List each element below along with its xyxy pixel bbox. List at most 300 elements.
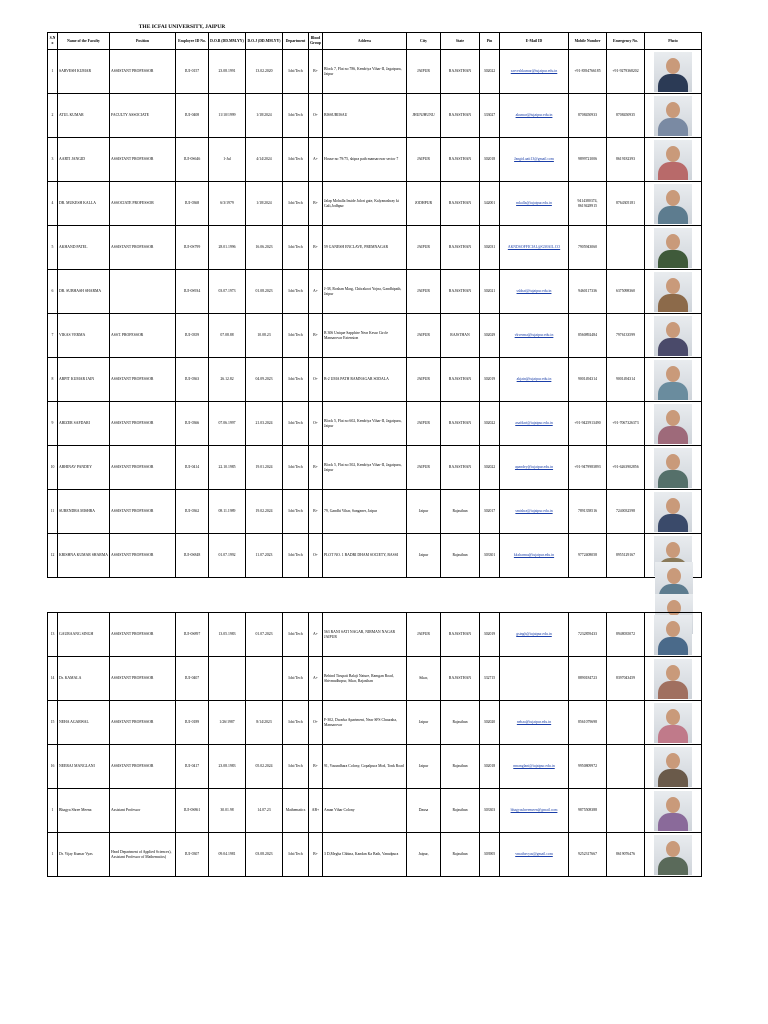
cell-dob: 26.12.82 bbox=[209, 358, 246, 402]
table-header bbox=[48, 33, 702, 50]
cell-position: FACULTY ASSOCIATE bbox=[110, 94, 176, 138]
faculty-photo bbox=[654, 492, 692, 532]
cell-pin: 302022 bbox=[480, 50, 500, 94]
cell-emergency: 8955129167 bbox=[607, 534, 645, 578]
cell-name: Dr. Vijay Kumar Vyas bbox=[58, 833, 110, 877]
cell-dob bbox=[209, 657, 246, 701]
cell-pin: 302019 bbox=[480, 613, 500, 657]
cell-city: Dausa bbox=[407, 789, 441, 833]
cell-dob: 11/10/1999 bbox=[209, 94, 246, 138]
cell-pin: 333027 bbox=[480, 94, 500, 138]
cell-emergency bbox=[607, 745, 645, 789]
cell-doj: 8/14/2023 bbox=[246, 701, 283, 745]
faculty-photo bbox=[654, 96, 692, 136]
faculty-photo bbox=[654, 228, 692, 268]
cell-city: Jaipur bbox=[407, 745, 441, 789]
faculty-photo bbox=[654, 360, 692, 400]
cell-sno: 11 bbox=[48, 490, 58, 534]
cell-state: RAJASTHAN bbox=[441, 226, 480, 270]
cell-photo bbox=[645, 314, 702, 358]
header-cell: State bbox=[441, 33, 480, 50]
table-row bbox=[48, 745, 702, 789]
cell-city: JAIPUR bbox=[407, 613, 441, 657]
cell-email[interactable]: mkalla@iujaipur.edu.in bbox=[500, 182, 569, 226]
cell-emp: IUJ-0417 bbox=[176, 745, 209, 789]
cell-address: 79, Gandhi Vihar, Sanganer, Jaipur bbox=[323, 490, 407, 534]
cell-address: 3 D,Megha Chhina, Kandan Ka Bath, Vanadpura bbox=[323, 833, 407, 877]
cell-pin: 342001 bbox=[480, 182, 500, 226]
faculty-photo bbox=[654, 316, 692, 356]
cell-photo bbox=[645, 270, 702, 314]
cell-emp: IUJ-0157 bbox=[176, 50, 209, 94]
cell-address: B-2 UMA PATH RAMNAGAR SODALA bbox=[323, 358, 407, 402]
cell-address: Behind Tirupati Balaji Nature, Ramgan Road, Shivmadhopur, Sikar, Rajasthan bbox=[323, 657, 407, 701]
table-row bbox=[48, 789, 702, 833]
cell-position: Assistant Professor bbox=[110, 789, 176, 833]
faculty-photo bbox=[654, 703, 692, 743]
header-cell: S.No bbox=[48, 33, 58, 50]
cell-emp: IUJ-0414 bbox=[176, 446, 209, 490]
sheet-title: THE ICFAI UNIVERSITY, JAIPUR bbox=[138, 24, 226, 30]
cell-city: Jaipur bbox=[407, 534, 441, 578]
cell-pin: 303303 bbox=[480, 789, 500, 833]
cell-mobile: 7891358516 bbox=[569, 490, 607, 534]
cell-doj: 16.06.2023 bbox=[246, 226, 283, 270]
cell-name: SURENDRA MISHRA bbox=[58, 490, 110, 534]
cell-sno: 15 bbox=[48, 701, 58, 745]
faculty-photo bbox=[654, 448, 692, 488]
cell-emergency: 8708450935 bbox=[607, 94, 645, 138]
cell-address: Block 7, Flat no 786, Kendriya Vihar-II, Jagatpura, Jaipur bbox=[323, 50, 407, 94]
cell-pin: 302018 bbox=[480, 138, 500, 182]
cell-email[interactable]: AKNDSOFFICIAL@GMAIL.CO bbox=[500, 226, 569, 270]
cell-blood: O+ bbox=[309, 94, 323, 138]
cell-city: JHUNJHUNU bbox=[407, 94, 441, 138]
cell-emergency: 8948035072 bbox=[607, 613, 645, 657]
cell-sno: 8 bbox=[48, 358, 58, 402]
cell-dob: 01.07.1992 bbox=[209, 534, 246, 578]
cell-position: ASSOCIATE PROFESSOR bbox=[110, 182, 176, 226]
cell-dob: 23.08.1983 bbox=[209, 745, 246, 789]
cell-name: ATUL KUMAR bbox=[58, 94, 110, 138]
cell-city: Jaipur, bbox=[407, 833, 441, 877]
cell-emp: IUJ-0S848 bbox=[176, 534, 209, 578]
cell-pin: 332715 bbox=[480, 657, 500, 701]
cell-dob: 09.04.1981 bbox=[209, 833, 246, 877]
table-row bbox=[48, 138, 702, 182]
cell-emergency: 8764305181 bbox=[607, 182, 645, 226]
cell-emergency: 8619182393 bbox=[607, 138, 645, 182]
cell-pin: 302029 bbox=[480, 314, 500, 358]
cell-position: ASSISTANT PROFESSOR bbox=[110, 50, 176, 94]
cell-doj: 1/18/2024 bbox=[246, 182, 283, 226]
cell-mobile: 8890184723 bbox=[569, 657, 607, 701]
cell-dob: 07.08.88 bbox=[209, 314, 246, 358]
cell-doj: 4/14/2024 bbox=[246, 138, 283, 182]
cell-dept: Ichi/Tech bbox=[283, 490, 309, 534]
cell-emp: IUJ-0S799 bbox=[176, 226, 209, 270]
cell-dept: Ichi/Tech bbox=[283, 833, 309, 877]
cell-emp: IUJ-0S934 bbox=[176, 270, 209, 314]
cell-email[interactable]: Jangid.aati13@gmail.com bbox=[500, 138, 569, 182]
header-cell: Pin bbox=[480, 33, 500, 50]
cell-doj: 19.02.2024 bbox=[246, 490, 283, 534]
cell-dept: Ichi/Tech bbox=[283, 138, 309, 182]
cell-dept: Ichi/Tech bbox=[283, 402, 309, 446]
cell-photo bbox=[645, 226, 702, 270]
cell-address: PLOT NO. 1 BADRI DHAM SOCIETY, BASSI bbox=[323, 534, 407, 578]
cell-sno: 2 bbox=[48, 94, 58, 138]
cell-email[interactable]: vmathsvyas@gmail.com bbox=[500, 833, 569, 877]
cell-position: ASSISTANT PROFESSOR bbox=[110, 358, 176, 402]
cell-name: Bhagya Shree Meena bbox=[58, 789, 110, 833]
table-row bbox=[48, 490, 702, 534]
cell-dept: Ichi/Tech bbox=[283, 358, 309, 402]
cell-blood: B+ bbox=[309, 50, 323, 94]
table-row bbox=[48, 270, 702, 314]
cell-blood: O+ bbox=[309, 534, 323, 578]
cell-city: JAIPUR bbox=[407, 270, 441, 314]
cell-photo bbox=[645, 138, 702, 182]
cell-pin: 303301 bbox=[480, 534, 500, 578]
cell-name: ABHINAV PANDEY bbox=[58, 446, 110, 490]
cell-emergency: +91-9279368202 bbox=[607, 50, 645, 94]
cell-doj: 04.09.2023 bbox=[246, 358, 283, 402]
cell-pin: 302017 bbox=[480, 490, 500, 534]
cell-state: RAJASTHAN bbox=[441, 402, 480, 446]
cell-dept: Ichi/Tech bbox=[283, 50, 309, 94]
cell-blood: O+ bbox=[309, 402, 323, 446]
cell-mobile: +91-8394766185 bbox=[569, 50, 607, 94]
cell-position: ASSISTANT PROFESSOR bbox=[110, 138, 176, 182]
faculty-photo bbox=[654, 747, 692, 787]
cell-city: JAIPUR bbox=[407, 226, 441, 270]
cell-address: F-302, Dwarka Apartment, Near SFS Chauraha, Mansarovar bbox=[323, 701, 407, 745]
cell-address: Aman Vihar Colony bbox=[323, 789, 407, 833]
cell-mobile: 9875508388 bbox=[569, 789, 607, 833]
cell-doj: 01.07.2023 bbox=[246, 613, 283, 657]
cell-emergency: 9001494314 bbox=[607, 358, 645, 402]
cell-dob: 08.11.1989 bbox=[209, 490, 246, 534]
header-cell: City bbox=[407, 33, 441, 50]
faculty-photo bbox=[654, 52, 692, 92]
cell-sno: 5 bbox=[48, 226, 58, 270]
cell-name: NEHA AGARWAL bbox=[58, 701, 110, 745]
faculty-table bbox=[47, 32, 702, 578]
faculty-photo bbox=[654, 659, 692, 699]
cell-mobile: 9252317667 bbox=[569, 833, 607, 877]
cell-emp: IUJ-0S861 bbox=[176, 789, 209, 833]
cell-sno: 16 bbox=[48, 745, 58, 789]
cell-state: Rajasthan bbox=[441, 490, 480, 534]
cell-dept: Ichi/Tech bbox=[283, 701, 309, 745]
header-cell: D.O.J (DD.MM.YY) bbox=[246, 33, 283, 50]
cell-photo bbox=[645, 402, 702, 446]
cell-dept: Ichi/Tech bbox=[283, 613, 309, 657]
cell-emergency bbox=[607, 789, 645, 833]
cell-doj: 13.02.2020 bbox=[246, 50, 283, 94]
cell-blood: B+ bbox=[309, 226, 323, 270]
cell-position: ASSISTANT PROFESSOR bbox=[110, 657, 176, 701]
cell-emergency: 7976133599 bbox=[607, 314, 645, 358]
table-row bbox=[48, 534, 702, 578]
cell-name: AARTI JANGID bbox=[58, 138, 110, 182]
cell-email[interactable]: asafdari@iujaipur.edu.in bbox=[500, 402, 569, 446]
cell-city: JAIPUR bbox=[407, 358, 441, 402]
cell-emp: IUJ-0S897 bbox=[176, 613, 209, 657]
cell-pin: 302020 bbox=[480, 701, 500, 745]
cell-dob: 1-Jul bbox=[209, 138, 246, 182]
cell-state: RAJASTHAN bbox=[441, 657, 480, 701]
cell-doj: 11.07.2023 bbox=[246, 534, 283, 578]
cell-blood: B+ bbox=[309, 314, 323, 358]
faculty-photo bbox=[654, 791, 692, 831]
cell-state: RAJASTHAN bbox=[441, 50, 480, 94]
cell-blood: B+ bbox=[309, 745, 323, 789]
table-row bbox=[48, 701, 702, 745]
faculty-photo bbox=[654, 184, 692, 224]
cell-emp: IUJ-0407 bbox=[176, 657, 209, 701]
cell-state: RAJASTHAN bbox=[441, 182, 480, 226]
header-cell: Address bbox=[323, 33, 407, 50]
cell-state: RAJASTHAN bbox=[441, 94, 480, 138]
cell-photo bbox=[645, 50, 702, 94]
faculty-photo bbox=[654, 835, 692, 875]
table-row bbox=[48, 94, 702, 138]
cell-doj: 1/18/2024 bbox=[246, 94, 283, 138]
cell-emergency bbox=[607, 226, 645, 270]
cell-dept: Ichi/Tech bbox=[283, 314, 309, 358]
cell-emp: IUJ-0189 bbox=[176, 701, 209, 745]
cell-email bbox=[500, 657, 569, 701]
cell-city: JAIPUR bbox=[407, 50, 441, 94]
cell-mobile: 7232859433 bbox=[569, 613, 607, 657]
faculty-photo bbox=[654, 404, 692, 444]
cell-mobile: 8708450933 bbox=[569, 94, 607, 138]
cell-dept: Ichi/Tech bbox=[283, 226, 309, 270]
cell-sno: 13 bbox=[48, 613, 58, 657]
cell-blood: A+ bbox=[309, 138, 323, 182]
cell-email[interactable]: sarveshkumar@iujaipur.edu.in bbox=[500, 50, 569, 94]
cell-state: RAJASTHAN bbox=[441, 270, 480, 314]
cell-position bbox=[110, 270, 176, 314]
cell-dob: 07.06.1997 bbox=[209, 402, 246, 446]
cell-mobile: 7905943060 bbox=[569, 226, 607, 270]
cell-position: ASSISTANT PROFESSOR bbox=[110, 446, 176, 490]
cell-emp: IUJ-0307 bbox=[176, 833, 209, 877]
cell-email[interactable]: gsingh@iujaipur.edu.in bbox=[500, 613, 569, 657]
cell-name: NEERAJ MANGLANI bbox=[58, 745, 110, 789]
cell-dob: 1/26/1987 bbox=[209, 701, 246, 745]
cell-email[interactable]: kksharma@iujaipur.edu.in bbox=[500, 534, 569, 578]
cell-dept: Ichi/Tech bbox=[283, 446, 309, 490]
header-cell: E-Mail ID bbox=[500, 33, 569, 50]
cell-state: RAJASTHAN bbox=[441, 138, 480, 182]
cell-blood: A+ bbox=[309, 657, 323, 701]
cell-blood: A+ bbox=[309, 270, 323, 314]
cell-pin: 302021 bbox=[480, 270, 500, 314]
cell-photo bbox=[645, 613, 702, 657]
cell-emergency: +91-6263902856 bbox=[607, 446, 645, 490]
cell-mobile: 9460117336 bbox=[569, 270, 607, 314]
cell-position: ASSISTANT PROFESSOR bbox=[110, 490, 176, 534]
cell-mobile: 8560892484 bbox=[569, 314, 607, 358]
cell-emergency: 8619076476 bbox=[607, 833, 645, 877]
table-row bbox=[48, 182, 702, 226]
cell-dob: 03.07.1973 bbox=[209, 270, 246, 314]
cell-address: 59 GANESH ENCLAVE, PREMNAGAR bbox=[323, 226, 407, 270]
cell-photo bbox=[645, 833, 702, 877]
cell-email[interactable]: akumar@iujaipur.edu.in bbox=[500, 94, 569, 138]
cell-blood: O+ bbox=[309, 358, 323, 402]
cell-sno: 6 bbox=[48, 270, 58, 314]
cell-state: RAJSTHAN bbox=[441, 314, 480, 358]
cell-name: VIKAS VERMA bbox=[58, 314, 110, 358]
cell-mobile: 9950809972 bbox=[569, 745, 607, 789]
cell-state: RAJASTHAN bbox=[441, 358, 480, 402]
cell-dob: 22.10.1985 bbox=[209, 446, 246, 490]
cell-sno: 1 bbox=[48, 50, 58, 94]
cell-address: Jalap Mohalla Inside Jalori gate, Kalyanashray ki Gali,Jodhpur bbox=[323, 182, 407, 226]
cell-dept: Ichi/Tech bbox=[283, 745, 309, 789]
header-cell: Employee ID No. bbox=[176, 33, 209, 50]
cell-name: DR. SUBHASH SHARMA bbox=[58, 270, 110, 314]
cell-city: JODHPUR bbox=[407, 182, 441, 226]
header-cell: Department bbox=[283, 33, 309, 50]
cell-dept: Ichi/Tech bbox=[283, 94, 309, 138]
cell-mobile: +91-9479983893 bbox=[569, 446, 607, 490]
table-row bbox=[48, 833, 702, 877]
cell-dob: 23.08.1991 bbox=[209, 50, 246, 94]
header-cell: D.O.B (DD.MM.YY) bbox=[209, 33, 246, 50]
cell-photo bbox=[645, 94, 702, 138]
cell-mobile: 9899721006 bbox=[569, 138, 607, 182]
cell-doj: 03.08.2023 bbox=[246, 833, 283, 877]
table-row bbox=[48, 226, 702, 270]
cell-name: Dr. KAMALA bbox=[58, 657, 110, 701]
cell-mobile: 9414380374, 8619428915 bbox=[569, 182, 607, 226]
cell-name: GAURAANG SINGH bbox=[58, 613, 110, 657]
cell-dept: Ichi/Tech bbox=[283, 534, 309, 578]
cell-sno: 7 bbox=[48, 314, 58, 358]
faculty-photo bbox=[654, 272, 692, 312]
cell-pin: 303905 bbox=[480, 833, 500, 877]
cell-name: ABIZER SAFDARI bbox=[58, 402, 110, 446]
cell-email[interactable]: ssbhai@iujaipur.edu.in bbox=[500, 270, 569, 314]
cell-address: Block 5, Flat no 502, Kendriya Vihar-II, Jagatpura, Jaipur bbox=[323, 446, 407, 490]
cell-dob: 30.01.98 bbox=[209, 789, 246, 833]
cell-doj bbox=[246, 657, 283, 701]
cell-state: RAJASTHAN bbox=[441, 613, 480, 657]
cell-dept: Ichi/Tech bbox=[283, 657, 309, 701]
cell-email[interactable]: akjain@iujaipur.edu.in bbox=[500, 358, 569, 402]
cell-mobile: 8561079698 bbox=[569, 701, 607, 745]
cell-emergency: 6375098360 bbox=[607, 270, 645, 314]
cell-dob: 13.05.1983 bbox=[209, 613, 246, 657]
cell-position: ASST. PROFESSOR bbox=[110, 314, 176, 358]
cell-doj: 10.08.23 bbox=[246, 314, 283, 358]
cell-emp: IUJ-0S646 bbox=[176, 138, 209, 182]
cell-doj: 14.07.23 bbox=[246, 789, 283, 833]
cell-sno: 14 bbox=[48, 657, 58, 701]
cell-sno: 12 bbox=[48, 534, 58, 578]
cell-state: RAJASTHAN bbox=[441, 446, 480, 490]
cell-photo bbox=[645, 182, 702, 226]
cell-email[interactable]: vkverma@iujaipur.edu.in bbox=[500, 314, 569, 358]
header-cell: Photo bbox=[645, 33, 702, 50]
cell-sno: 3 bbox=[48, 138, 58, 182]
cell-emp: IUJ-0368 bbox=[176, 182, 209, 226]
cell-photo bbox=[645, 745, 702, 789]
header-cell: Position bbox=[110, 33, 176, 50]
cell-name: DR. MUKESH KALLA bbox=[58, 182, 110, 226]
cell-pin: 302022 bbox=[480, 402, 500, 446]
cell-emergency: 7240032598 bbox=[607, 490, 645, 534]
cell-dob: 28.01.1996 bbox=[209, 226, 246, 270]
table-row bbox=[48, 358, 702, 402]
cell-dob: 6/3/1979 bbox=[209, 182, 246, 226]
cell-name: SARVESH KUMAR bbox=[58, 50, 110, 94]
table-row bbox=[48, 657, 702, 701]
cell-emergency: +91-7067326373 bbox=[607, 402, 645, 446]
cell-position: ASSISTANT PROFESSOR bbox=[110, 701, 176, 745]
cell-emergency bbox=[607, 701, 645, 745]
cell-address: B 306 Unique Sapphire Near Kesar Circle Mansarovar Extension bbox=[323, 314, 407, 358]
cell-sno: 4 bbox=[48, 182, 58, 226]
cell-email[interactable]: nmanglani@iujaipur.edu.in bbox=[500, 745, 569, 789]
cell-sno: 10 bbox=[48, 446, 58, 490]
cell-state: Rajasthan bbox=[441, 789, 480, 833]
table-row bbox=[48, 50, 702, 94]
cell-position: Head Department of Applied Sciences), Assistant Professor of Mathematics) bbox=[110, 833, 176, 877]
cell-doj: 21.03.2024 bbox=[246, 402, 283, 446]
cell-email[interactable]: bhagyashreemeen@gmail.com bbox=[500, 789, 569, 833]
cell-city: Jaipur bbox=[407, 490, 441, 534]
cell-city: Sikar, bbox=[407, 657, 441, 701]
cell-sno: 1 bbox=[48, 789, 58, 833]
cell-city: JAIPUR bbox=[407, 446, 441, 490]
cell-mobile: +91-9425913490 bbox=[569, 402, 607, 446]
faculty-photo bbox=[654, 615, 692, 655]
cell-emp: IUJ-0366 bbox=[176, 402, 209, 446]
cell-photo bbox=[645, 789, 702, 833]
cell-position: ASSISTANT PROFESSOR bbox=[110, 226, 176, 270]
cell-address: BISSUBIISAU bbox=[323, 94, 407, 138]
cell-email[interactable]: nehaa@iujaipur.edu.in bbox=[500, 701, 569, 745]
cell-position: ASSISTANT PROFESSOR bbox=[110, 534, 176, 578]
cell-email[interactable]: apandey@iujaipur.edu.in bbox=[500, 446, 569, 490]
cell-position: ASSISTANT PROFESSOR bbox=[110, 745, 176, 789]
cell-pin: 302022 bbox=[480, 446, 500, 490]
cell-address: House no 79/75, shipra path mansarovar sector 7 bbox=[323, 138, 407, 182]
faculty-photo bbox=[654, 140, 692, 180]
cell-doj: 19.01.2024 bbox=[246, 446, 283, 490]
cell-city: JAIPUR bbox=[407, 138, 441, 182]
cell-emp: IUJ-0362 bbox=[176, 490, 209, 534]
cell-photo bbox=[645, 446, 702, 490]
cell-photo bbox=[645, 490, 702, 534]
cell-email[interactable]: smishra@iujaipur.edu.in bbox=[500, 490, 569, 534]
table-row bbox=[48, 613, 702, 657]
cell-photo bbox=[645, 701, 702, 745]
table-row bbox=[48, 314, 702, 358]
cell-address: 91, Vasundhara Colony, Gopalpura Mod, Tonk Road bbox=[323, 745, 407, 789]
cell-emergency: 8397043459 bbox=[607, 657, 645, 701]
table-row bbox=[48, 402, 702, 446]
cell-sno: 9 bbox=[48, 402, 58, 446]
cell-state: Rajasthan bbox=[441, 534, 480, 578]
cell-mobile: 9001494314 bbox=[569, 358, 607, 402]
